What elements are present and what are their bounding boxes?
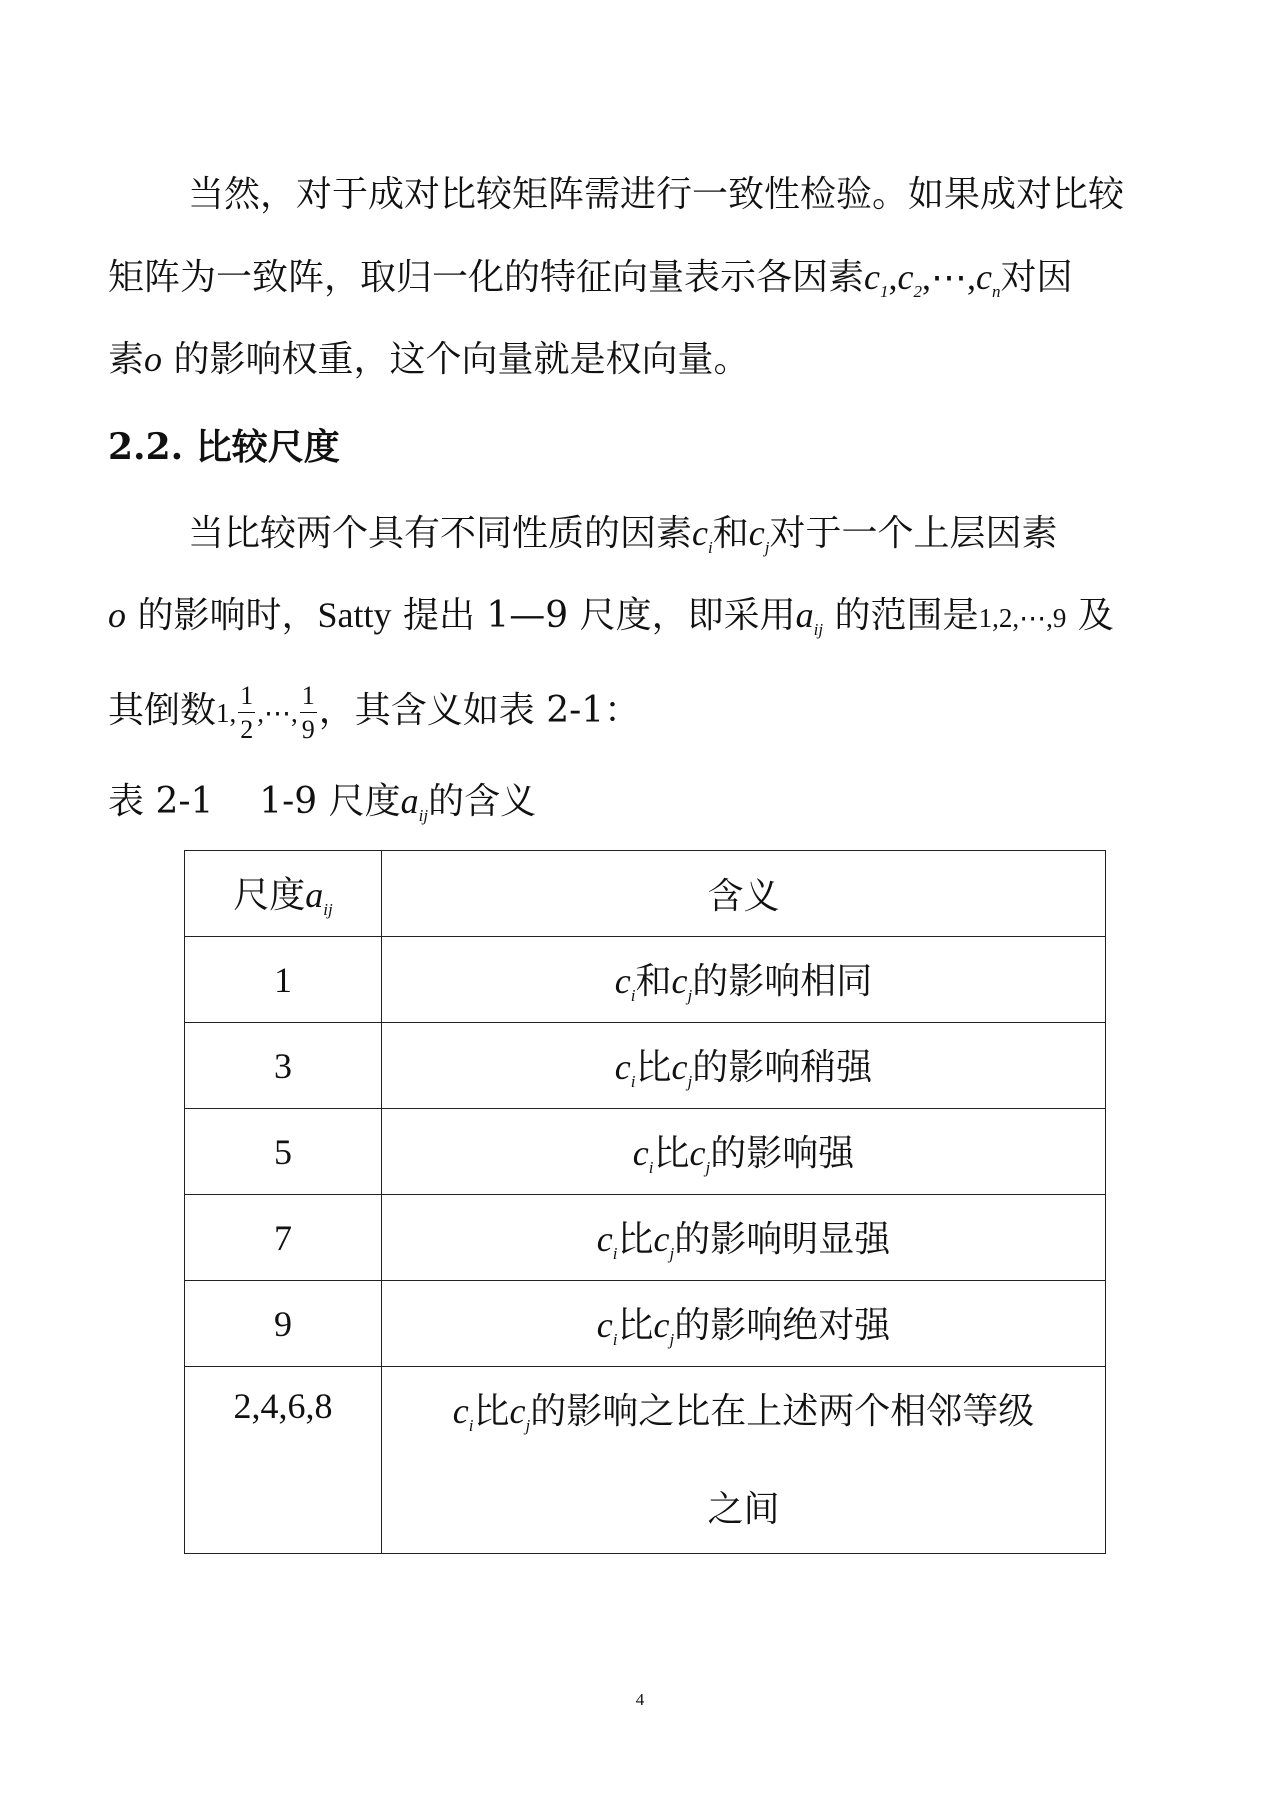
cj-subscript: j [669, 1330, 675, 1349]
scale-table [184, 850, 1106, 1554]
reciprocal-one: 1, [216, 698, 237, 728]
ci-subscript: i [648, 1158, 654, 1177]
fraction-denominator: 9 [301, 714, 315, 744]
conjunction: 和 [712, 513, 749, 554]
separator: , [966, 257, 976, 297]
cj-subscript: j [705, 1158, 711, 1177]
ci-subscript: i [612, 1244, 618, 1263]
factor-cn-subscript: n [991, 282, 1001, 301]
header-a-subscript: ij [323, 900, 333, 919]
header-meaning: 含义 [382, 851, 1106, 937]
meaning-text: 的影响相同 [692, 961, 873, 1002]
meaning-text: 的影响强 [710, 1133, 855, 1174]
table-row [185, 1195, 1106, 1281]
table-caption-prefix: 表 2-1 1-9 尺度 [108, 781, 401, 822]
cj: c [653, 1219, 670, 1259]
scale-value: 2,4,6,8 [185, 1367, 382, 1554]
caption-a: a [400, 781, 419, 821]
ci-subscript: i [630, 1072, 636, 1091]
para2-line2 [108, 590, 1178, 655]
ci-subscript: i [612, 1330, 618, 1349]
table-caption [108, 776, 1178, 841]
scale-value: 7 [185, 1195, 382, 1281]
meaning-text: 的影响之比在上述两个相邻等级 [530, 1390, 1035, 1432]
factor-o: o [144, 339, 163, 379]
meaning-cell [382, 1195, 1106, 1281]
connector: 比 [635, 1047, 672, 1088]
section-heading [108, 422, 1178, 472]
cj: c [653, 1305, 670, 1345]
meaning-text: 的影响绝对强 [674, 1305, 891, 1346]
factor-c2-subscript: 2 [913, 282, 922, 301]
ci: c [452, 1390, 469, 1431]
table-row [185, 1023, 1106, 1109]
para1-line3 [108, 334, 1178, 385]
para1-line1 [108, 170, 1178, 220]
connector: 比 [653, 1133, 690, 1174]
factor-c2: c [897, 257, 914, 297]
meaning-cell [382, 1367, 1106, 1554]
factor-o: o [108, 595, 126, 635]
connector: 比 [473, 1390, 510, 1432]
ci: c [614, 961, 631, 1001]
ci-subscript: i [468, 1415, 474, 1435]
cj: c [689, 1133, 706, 1173]
para1-line1-text: 当然，对于成对比较矩阵需进行一致性检验。如果成对比较 [188, 174, 1125, 215]
table-row [185, 1281, 1106, 1367]
meaning-text: 的影响稍强 [692, 1047, 873, 1088]
table-row [185, 1367, 1106, 1554]
meaning-line1 [382, 1369, 1105, 1468]
ci: c [632, 1133, 649, 1173]
connector: 和 [635, 961, 672, 1002]
cj-subscript: j [687, 986, 693, 1005]
cj-subscript: j [687, 1072, 693, 1091]
para2-line3-end: ，其含义如表 2-1： [318, 690, 641, 731]
ci: c [596, 1219, 613, 1259]
separator: , [921, 257, 931, 297]
section-heading-text: 2.2. 比较尺度 [108, 426, 340, 468]
para2-line1-end: 对于一个上层因素 [769, 513, 1058, 554]
header-scale-text: 尺度 [233, 875, 306, 916]
range-values: 1,2,⋯,9 [978, 603, 1067, 633]
meaning-cell [382, 1109, 1106, 1195]
factor-c1-subscript: 1 [880, 282, 889, 301]
cj: c [671, 961, 688, 1001]
para2-line2-range-label: 的范围是 [834, 595, 979, 636]
scale-a-subscript: ij [813, 620, 824, 639]
para1-line3-end: 的影响权重，这个向量就是权向量。 [173, 339, 750, 380]
table-header-row [185, 851, 1106, 937]
meaning-cell [382, 937, 1106, 1023]
meaning-text: 的影响明显强 [674, 1219, 891, 1260]
cj: c [671, 1047, 688, 1087]
factor-ci: c [692, 513, 708, 553]
separator: , [888, 257, 898, 297]
ci: c [614, 1047, 631, 1087]
factor-ci-subscript: i [708, 538, 713, 557]
para1-line2-end: 对因 [1000, 257, 1073, 298]
factor-c1: c [864, 257, 880, 297]
para1-line3-text: 素 [108, 339, 145, 380]
header-scale [185, 851, 382, 937]
table-row [185, 937, 1106, 1023]
header-a: a [305, 875, 324, 915]
cj-subscript: j [525, 1415, 531, 1435]
fraction-denominator: 2 [240, 714, 254, 744]
scale-value: 1 [185, 937, 382, 1023]
fraction-numerator: 1 [300, 680, 317, 713]
para2-line3 [108, 678, 1178, 747]
meaning-line2: 之间 [707, 1488, 780, 1530]
factor-cj: c [748, 513, 765, 553]
ci-subscript: i [630, 986, 636, 1005]
factor-cn: c [975, 257, 992, 297]
cj: c [509, 1390, 526, 1431]
scale-a: a [795, 595, 814, 635]
connector: 比 [617, 1305, 654, 1346]
para1-line2-text: 矩阵为一致阵，取归一化的特征向量表示各因素 [108, 257, 865, 298]
fraction-numerator: 1 [238, 680, 255, 713]
fraction-one-ninth [300, 680, 317, 747]
meaning-cell [382, 1281, 1106, 1367]
cj-subscript: j [669, 1244, 675, 1263]
ci: c [596, 1305, 613, 1345]
table-caption-suffix: 的含义 [428, 781, 537, 822]
fraction-one-half [238, 680, 255, 747]
ellipsis: ⋯ [930, 257, 967, 297]
satty-name: Satty [317, 595, 392, 635]
factor-cj-subscript: j [764, 538, 770, 557]
ellipsis: ,⋯, [257, 698, 298, 728]
para2-line1-text: 当比较两个具有不同性质的因素 [188, 513, 693, 554]
connector: 比 [617, 1219, 654, 1260]
para1-line2 [108, 252, 1178, 317]
table-row [185, 1109, 1106, 1195]
scale-value: 9 [185, 1281, 382, 1367]
para2-line2-end: 及 [1077, 595, 1114, 636]
para2-line2-mid: 提出 1—9 尺度，即采用 [402, 595, 796, 636]
para2-line1 [108, 508, 1178, 573]
caption-a-subscript: ij [418, 806, 429, 825]
scale-value: 3 [185, 1023, 382, 1109]
para2-line3-text: 其倒数 [108, 690, 217, 731]
page-number: 4 [635, 1690, 645, 1709]
para2-line2-text: 的影响时， [137, 595, 318, 636]
meaning-cell [382, 1023, 1106, 1109]
scale-value: 5 [185, 1109, 382, 1195]
